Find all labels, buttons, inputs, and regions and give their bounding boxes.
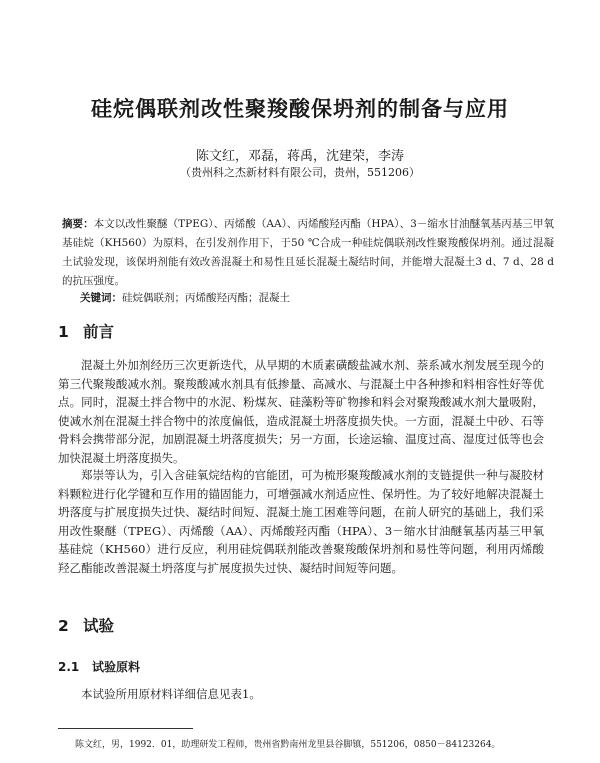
section-heading-experiment xyxy=(58,614,114,636)
subsection-heading-materials xyxy=(58,658,140,675)
keywords-text: 硅烷偶联剂；丙烯酸羟丙酯；混凝土 xyxy=(122,292,290,304)
section-heading-introduction xyxy=(58,320,114,342)
abstract xyxy=(62,215,554,291)
paper-title: 硅烷偶联剂改性聚羧酸保坍剂的制备与应用 xyxy=(91,96,509,121)
section-title: 前言 xyxy=(83,323,115,341)
affiliation: （贵州科之杰新材料有限公司，贵州，551206） xyxy=(180,166,420,179)
introduction-paragraph-1: 混凝土外加剂经历三次更新迭代，从早期的木质素磺酸盐减水剂、萘系减水剂发展至现今的第三代聚羧酸减水剂。聚羧酸减水剂具有低掺量、高减水、与混凝土中各种掺和料相容性好等优点。同时，混凝土拌合物中的水泥、粉煤灰、硅藻粉等矿物掺和料会对聚羧酸减水剂大量吸附，使减水剂在混凝土拌合物中的浓度偏低，造成混凝土坍落度损失快。一方面，混凝土中砂、石等骨料会携带部分泥，加剧混凝土坍落度损失；另一方面，长途运输、温度过高、湿度过低等也会加快混凝土坍落度损失。 xyxy=(58,358,544,465)
subsection-title: 试验原料 xyxy=(92,660,141,674)
subsection-number: 2.1 xyxy=(58,660,80,674)
materials-paragraph: 本试验所用原材料详细信息见表1。 xyxy=(81,687,261,701)
footnote-divider xyxy=(58,728,193,729)
introduction-paragraph-2: 郑崇等认为，引入含硅氧烷结构的官能团，可为梳形聚羧酸减水剂的支链提供一种与凝胶材料颗粒进行化学键和互作用的锚固能力，可增强减水剂适应性、保坍性。为了较好地解决混凝土坍落度与扩展度损失过快、凝结时间短、混凝土施工困难等问题，在前人研究的基础上，我们采用改性聚醚（TPEG）、丙烯酸（AA）、丙烯酸羟丙酯（HPA）、3－缩水甘油醚氧基丙基三甲氧基硅烷（KH560）进行反应，利用硅烷偶联剂能改善聚羧酸保坍剂和易性等问题，利用丙烯酸羟乙酯能改善混凝土坍落度与扩展度损失过快、凝结时间短等问题。 xyxy=(58,468,544,575)
abstract-label: 摘要： xyxy=(62,218,94,230)
section-number: 1 xyxy=(58,323,69,341)
section-title: 试验 xyxy=(83,617,115,635)
abstract-text: 本文以改性聚醚（TPEG）、丙烯酸（AA）、丙烯酸羟丙酯（HPA）、3－缩水甘油醚氧基丙基三甲氧基硅烷（KH560）为原料，在引发剂作用下，于50 ℃合成一种硅烷偶联剂改性聚羧酸保坍剂。通过混凝土试验发现，该保坍剂能有效改善混凝土和易性且延长混凝土凝结时间，并能增大混凝土3 d、7 d、28 d的抗压强度。 xyxy=(62,218,554,287)
author-list: 陈文红，邓磊，蒋禹，沈建荣，李涛 xyxy=(195,149,404,164)
keywords-label: 关键词： xyxy=(80,292,122,304)
section-number: 2 xyxy=(58,617,69,635)
keywords xyxy=(80,290,550,306)
author-footnote: 陈文红，男，1992．01，助理研发工程师，贵州省黔南州龙里县谷脚镇，551206，0850－84123264。 xyxy=(75,740,501,750)
